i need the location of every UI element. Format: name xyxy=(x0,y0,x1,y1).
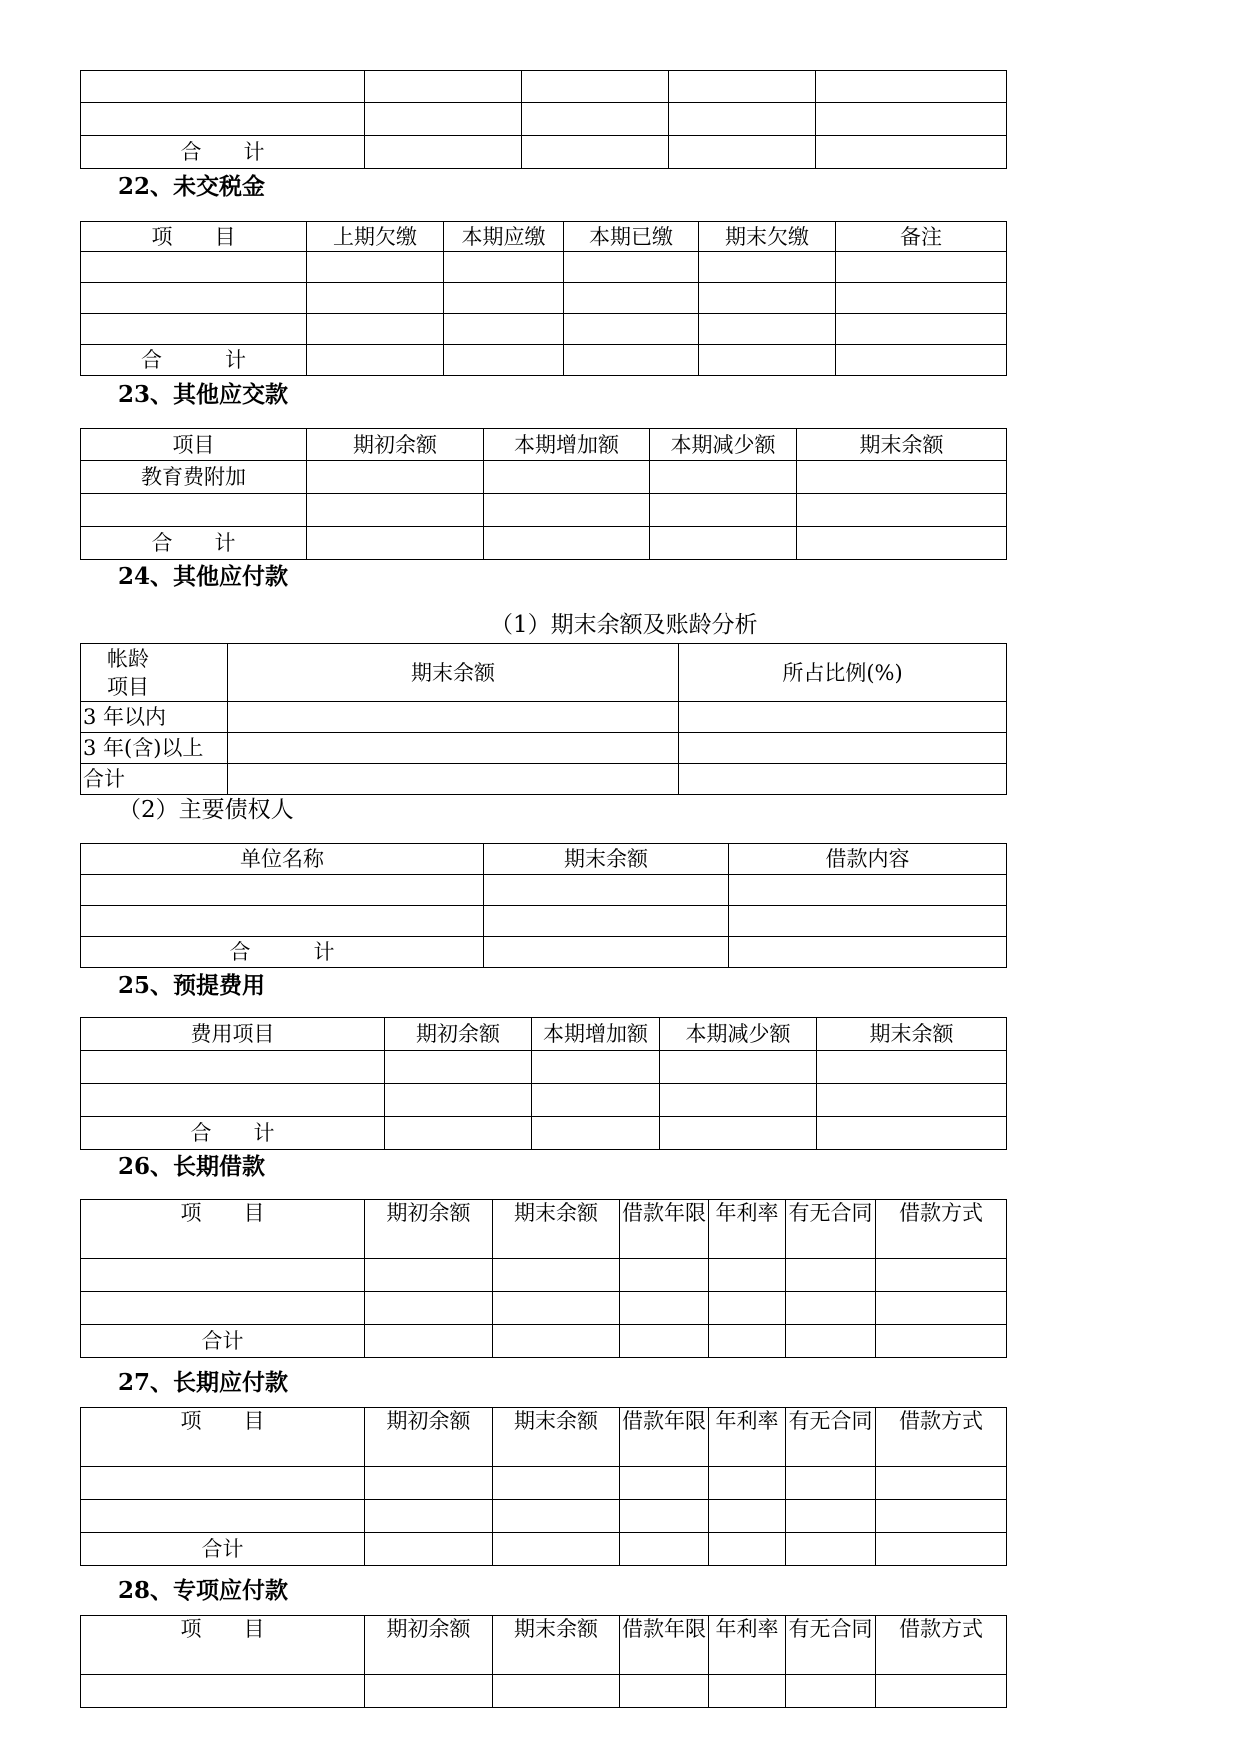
table-cell xyxy=(365,103,522,136)
table-cell xyxy=(81,1292,365,1325)
table-cell xyxy=(365,136,522,169)
table-cell xyxy=(532,1051,660,1084)
table-cell xyxy=(564,314,699,345)
header-cell: 项 目 xyxy=(81,1200,365,1259)
table-cell xyxy=(81,1675,365,1708)
table-row xyxy=(81,906,1007,937)
table-cell: 合 计 xyxy=(81,527,307,560)
header-cell: 期末余额 xyxy=(493,1408,620,1467)
accrued-expenses-table xyxy=(80,1017,1007,1150)
section-25-heading: 25、预提费用 xyxy=(118,972,266,999)
table-cell xyxy=(786,1675,876,1708)
table-cell xyxy=(81,1051,385,1084)
other-payables-due-table xyxy=(80,428,1007,560)
table-cell xyxy=(786,1467,876,1500)
header-cell: 借款方式 xyxy=(876,1616,1007,1675)
aging-analysis-table xyxy=(80,643,1007,795)
section-22-heading: 22、未交税金 xyxy=(118,173,266,200)
table-row xyxy=(81,283,1007,314)
table-cell xyxy=(493,1259,620,1292)
table-cell xyxy=(816,136,1007,169)
table-cell xyxy=(307,345,444,376)
header-cell: 期初余额 xyxy=(365,1408,493,1467)
table-cell xyxy=(484,875,729,906)
table-cell xyxy=(699,252,836,283)
table-cell xyxy=(81,103,365,136)
table-row xyxy=(81,1051,1007,1084)
table-cell xyxy=(650,527,797,560)
table-cell xyxy=(709,1500,786,1533)
table-cell xyxy=(660,1084,817,1117)
table-cell xyxy=(797,527,1007,560)
table-row xyxy=(81,1500,1007,1533)
table-cell xyxy=(307,252,444,283)
table-cell xyxy=(385,1084,532,1117)
table-cell xyxy=(365,1500,493,1533)
table-cell xyxy=(81,1259,365,1292)
long-term-loans-table xyxy=(80,1199,1007,1358)
header-cell: 期末余额 xyxy=(228,644,679,702)
table-cell xyxy=(522,71,669,103)
corner-header-top: 帐龄 xyxy=(107,646,149,671)
table-cell xyxy=(709,1467,786,1500)
table-cell xyxy=(444,283,564,314)
table-cell xyxy=(522,136,669,169)
header-cell: 本期增加额 xyxy=(532,1018,660,1051)
table-cell xyxy=(81,906,484,937)
sub-heading-creditors: （2）主要债权人 xyxy=(118,797,294,823)
section-27-heading: 27、长期应付款 xyxy=(118,1369,289,1396)
header-cell: 项 目 xyxy=(81,1616,365,1675)
table-cell xyxy=(836,283,1007,314)
table-cell xyxy=(484,527,650,560)
table-cell xyxy=(786,1259,876,1292)
table-cell xyxy=(709,1533,786,1566)
table-cell xyxy=(679,764,1007,795)
table-row xyxy=(81,527,1007,560)
table-cell xyxy=(532,1117,660,1150)
table-cell xyxy=(709,1675,786,1708)
header-cell: 期末余额 xyxy=(817,1018,1007,1051)
table-cell xyxy=(493,1292,620,1325)
header-cell: 借款方式 xyxy=(876,1408,1007,1467)
table-cell xyxy=(620,1675,709,1708)
table-cell xyxy=(620,1259,709,1292)
table-cell xyxy=(876,1533,1007,1566)
table-cell xyxy=(620,1533,709,1566)
table-cell: 3 年以内 xyxy=(81,702,228,733)
header-cell: 年利率 xyxy=(709,1616,786,1675)
table-cell xyxy=(816,103,1007,136)
header-cell: 费用项目 xyxy=(81,1018,385,1051)
table-cell xyxy=(729,906,1007,937)
table-row xyxy=(81,1292,1007,1325)
header-cell: 本期增加额 xyxy=(484,429,650,461)
section-23-heading: 23、其他应交款 xyxy=(118,381,289,408)
table-cell xyxy=(81,1084,385,1117)
table-cell xyxy=(876,1675,1007,1708)
table-cell xyxy=(786,1325,876,1358)
table-row xyxy=(81,345,1007,376)
table-cell xyxy=(797,461,1007,494)
table-cell xyxy=(365,1325,493,1358)
table-cell xyxy=(876,1325,1007,1358)
table-cell xyxy=(876,1259,1007,1292)
table-cell xyxy=(786,1500,876,1533)
corner-header-bottom: 项目 xyxy=(107,674,149,699)
table-cell xyxy=(816,71,1007,103)
table-cell xyxy=(365,1259,493,1292)
table-cell xyxy=(836,345,1007,376)
table-cell xyxy=(385,1117,532,1150)
header-cell: 年利率 xyxy=(709,1200,786,1259)
continued-table xyxy=(80,70,1007,169)
table-cell xyxy=(620,1467,709,1500)
table-cell: 合 计 xyxy=(81,937,484,968)
table-cell xyxy=(484,461,650,494)
corner-header-cell xyxy=(81,644,228,702)
table-row xyxy=(81,1325,1007,1358)
table-cell xyxy=(307,314,444,345)
table-row xyxy=(81,136,1007,169)
table-cell xyxy=(365,1533,493,1566)
table-cell xyxy=(81,252,307,283)
header-cell: 项 目 xyxy=(81,222,307,252)
table-cell xyxy=(620,1292,709,1325)
header-cell: 期初余额 xyxy=(365,1200,493,1259)
header-cell: 项 目 xyxy=(81,1408,365,1467)
table-cell xyxy=(660,1117,817,1150)
table-cell xyxy=(444,314,564,345)
header-cell: 备注 xyxy=(836,222,1007,252)
table-cell xyxy=(228,764,679,795)
table-cell xyxy=(522,103,669,136)
table-cell xyxy=(786,1533,876,1566)
table-cell xyxy=(484,494,650,527)
table-cell xyxy=(484,937,729,968)
table-cell xyxy=(228,733,679,764)
table-cell xyxy=(365,71,522,103)
table-row xyxy=(81,733,1007,764)
table-cell: 合 计 xyxy=(81,136,365,169)
header-cell: 有无合同 xyxy=(786,1200,876,1259)
table-cell xyxy=(620,1325,709,1358)
table-cell xyxy=(307,461,484,494)
table-cell xyxy=(307,527,484,560)
table-row xyxy=(81,702,1007,733)
table-row xyxy=(81,1117,1007,1150)
table-cell: 合计 xyxy=(81,764,228,795)
table-cell xyxy=(817,1117,1007,1150)
header-cell: 所占比例(%) xyxy=(679,644,1007,702)
table-row xyxy=(81,71,1007,103)
header-cell: 本期减少额 xyxy=(650,429,797,461)
table-cell xyxy=(660,1051,817,1084)
table-cell xyxy=(679,733,1007,764)
header-cell: 单位名称 xyxy=(81,844,484,875)
table-cell: 教育费附加 xyxy=(81,461,307,494)
header-cell: 借款年限 xyxy=(620,1408,709,1467)
table-cell xyxy=(729,937,1007,968)
table-row xyxy=(81,1467,1007,1500)
table-cell xyxy=(307,283,444,314)
long-term-payables-table xyxy=(80,1407,1007,1566)
table-cell xyxy=(699,345,836,376)
table-cell xyxy=(876,1467,1007,1500)
table-cell xyxy=(679,702,1007,733)
table-cell xyxy=(709,1259,786,1292)
table-cell xyxy=(307,494,484,527)
table-cell xyxy=(797,494,1007,527)
table-cell xyxy=(493,1325,620,1358)
header-cell: 有无合同 xyxy=(786,1616,876,1675)
header-cell: 借款年限 xyxy=(620,1616,709,1675)
table-row xyxy=(81,937,1007,968)
table-cell xyxy=(493,1675,620,1708)
table-cell xyxy=(365,1467,493,1500)
table-cell xyxy=(876,1292,1007,1325)
table-cell xyxy=(81,283,307,314)
table-row xyxy=(81,252,1007,283)
table-cell xyxy=(669,71,816,103)
table-cell xyxy=(836,314,1007,345)
header-cell: 项目 xyxy=(81,429,307,461)
table-cell xyxy=(81,71,365,103)
table-row xyxy=(81,494,1007,527)
table-row xyxy=(81,1533,1007,1566)
unpaid-taxes-table xyxy=(80,221,1007,376)
table-cell xyxy=(385,1051,532,1084)
table-cell xyxy=(493,1467,620,1500)
table-cell xyxy=(709,1292,786,1325)
table-cell: 合 计 xyxy=(81,345,307,376)
sub-heading-aging: （1）期末余额及账龄分析 xyxy=(490,612,758,638)
header-cell: 本期减少额 xyxy=(660,1018,817,1051)
table-cell xyxy=(365,1292,493,1325)
table-row xyxy=(81,461,1007,494)
section-24-heading: 24、其他应付款 xyxy=(118,563,289,590)
header-cell: 借款内容 xyxy=(729,844,1007,875)
table-cell xyxy=(817,1051,1007,1084)
table-cell xyxy=(669,103,816,136)
header-cell: 本期已缴 xyxy=(564,222,699,252)
table-cell xyxy=(729,875,1007,906)
table-cell: 合计 xyxy=(81,1533,365,1566)
table-cell xyxy=(564,283,699,314)
header-cell: 上期欠缴 xyxy=(307,222,444,252)
section-28-heading: 28、专项应付款 xyxy=(118,1577,289,1604)
table-cell xyxy=(650,494,797,527)
table-cell xyxy=(564,252,699,283)
main-creditors-table xyxy=(80,843,1007,968)
header-cell: 期初余额 xyxy=(307,429,484,461)
table-cell xyxy=(817,1084,1007,1117)
table-cell xyxy=(709,1325,786,1358)
table-row xyxy=(81,1675,1007,1708)
table-cell xyxy=(81,875,484,906)
table-cell xyxy=(699,283,836,314)
header-cell: 期末余额 xyxy=(797,429,1007,461)
table-cell: 合计 xyxy=(81,1325,365,1358)
header-cell: 期初余额 xyxy=(385,1018,532,1051)
header-cell: 期末余额 xyxy=(493,1200,620,1259)
table-row xyxy=(81,764,1007,795)
header-cell: 期初余额 xyxy=(365,1616,493,1675)
table-cell xyxy=(493,1500,620,1533)
header-cell: 期末欠缴 xyxy=(699,222,836,252)
table-cell xyxy=(669,136,816,169)
table-cell xyxy=(493,1533,620,1566)
table-cell xyxy=(564,345,699,376)
header-cell: 借款方式 xyxy=(876,1200,1007,1259)
table-cell xyxy=(620,1500,709,1533)
header-cell: 年利率 xyxy=(709,1408,786,1467)
header-cell: 期末余额 xyxy=(484,844,729,875)
table-row xyxy=(81,314,1007,345)
table-cell xyxy=(650,461,797,494)
table-cell xyxy=(81,1467,365,1500)
header-cell: 本期应缴 xyxy=(444,222,564,252)
table-cell xyxy=(444,345,564,376)
table-row xyxy=(81,875,1007,906)
section-26-heading: 26、长期借款 xyxy=(118,1153,266,1180)
table-cell xyxy=(81,494,307,527)
table-row xyxy=(81,1084,1007,1117)
table-cell: 3 年(含)以上 xyxy=(81,733,228,764)
table-cell xyxy=(484,906,729,937)
table-cell: 合 计 xyxy=(81,1117,385,1150)
table-cell xyxy=(81,1500,365,1533)
table-row xyxy=(81,1259,1007,1292)
table-cell xyxy=(532,1084,660,1117)
table-cell xyxy=(365,1675,493,1708)
table-cell xyxy=(876,1500,1007,1533)
table-cell xyxy=(228,702,679,733)
table-cell xyxy=(786,1292,876,1325)
header-cell: 借款年限 xyxy=(620,1200,709,1259)
table-cell xyxy=(81,314,307,345)
special-payables-table xyxy=(80,1615,1007,1708)
header-cell: 期末余额 xyxy=(493,1616,620,1675)
table-row xyxy=(81,103,1007,136)
table-cell xyxy=(836,252,1007,283)
table-cell xyxy=(699,314,836,345)
table-cell xyxy=(444,252,564,283)
header-cell: 有无合同 xyxy=(786,1408,876,1467)
